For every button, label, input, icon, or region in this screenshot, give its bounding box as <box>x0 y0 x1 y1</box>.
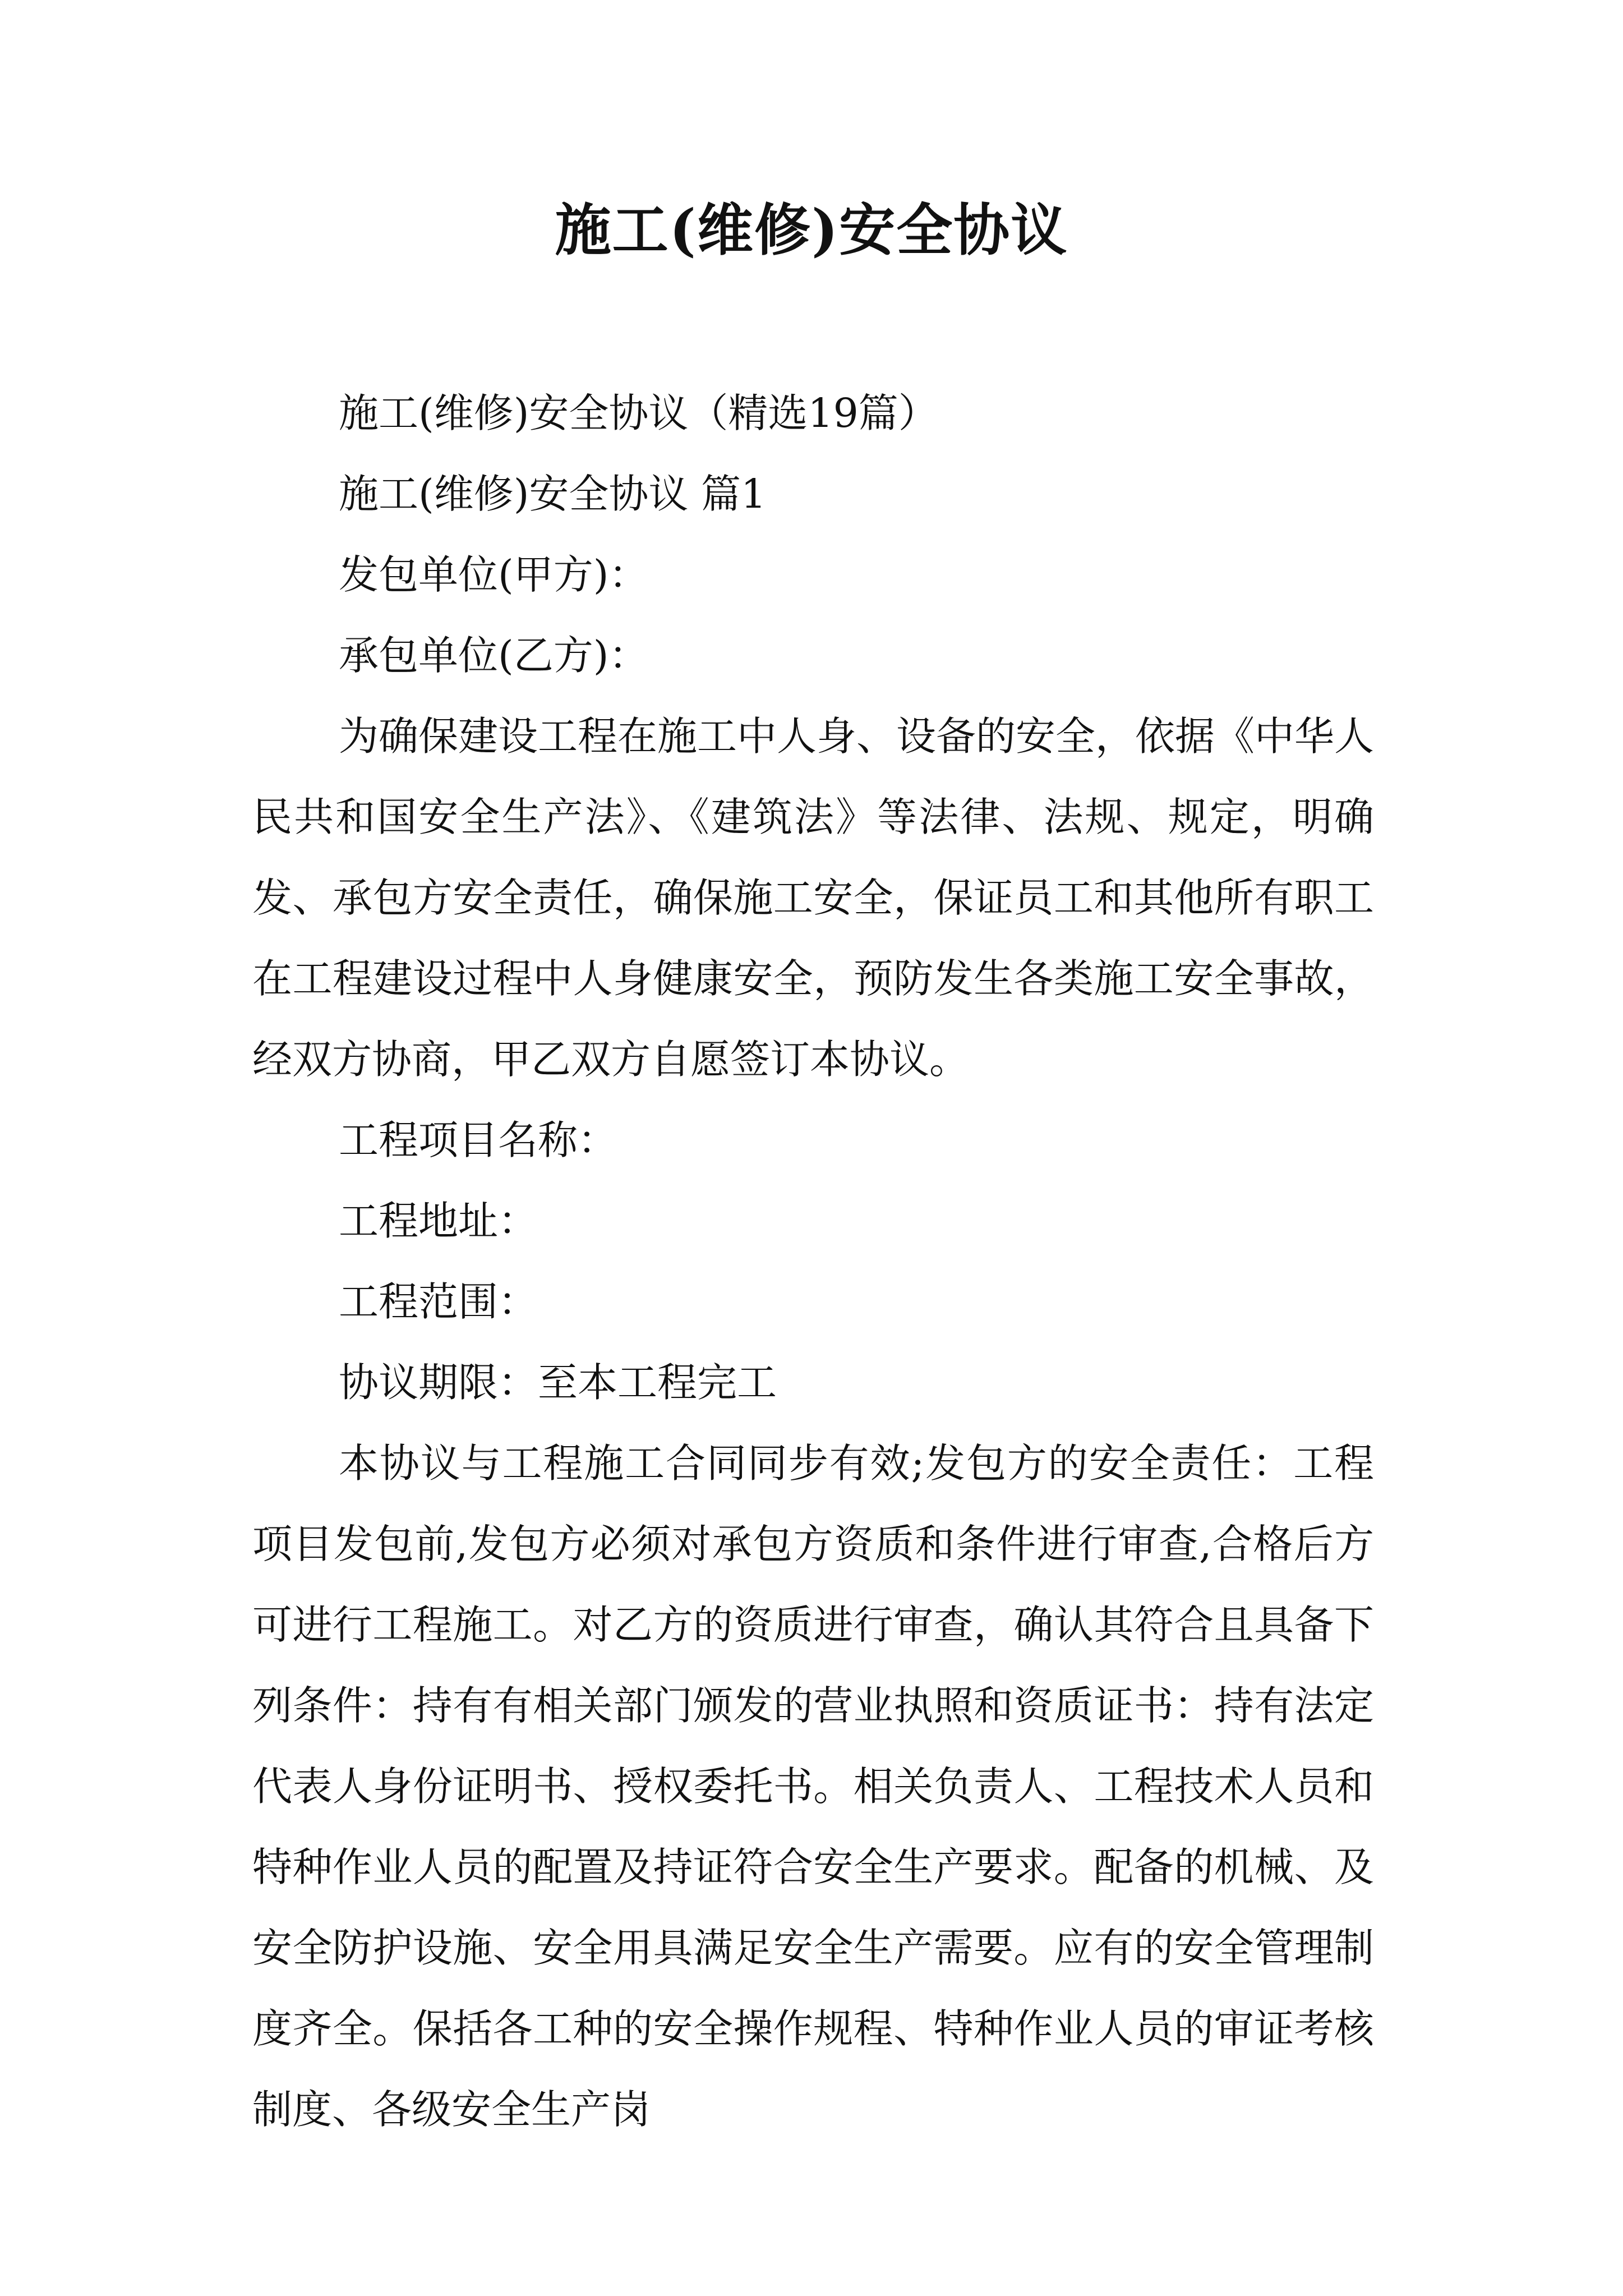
paragraph-purpose: 为确保建设工程在施工中人身、设备的安全，依据《中华人民共和国安全生产法》、《建筑法》等法律、法规、规定，明确发、承包方安全责任，确保施工安全，保证员工和其他所有职工在工程建设过程中人身健康安全，预防发生各类施工安全事故，经双方协商，甲乙双方自愿签订本协议。 <box>252 713 1375 1083</box>
paragraph-project-address: 工程地址： <box>339 1198 538 1244</box>
paragraph-party-b: 承包单位(乙方)： <box>339 632 649 679</box>
paragraph-employer-responsibility: 本协议与工程施工合同同步有效;发包方的安全责任：工程项目发包前,发包方必须对承包方资质和条件进行审查,合格后方可进行工程施工。对乙方的资质进行审查，确认其符合且具备下列条件：持有有相关部门颁发的营业执照和资质证书：持有法定代表人身份证明书、授权委托书。相关负责人、工程技术人员和特种作业人员的配置及持证符合安全生产要求。配备的机械、及安全防护设施、安全用具满足安全生产需要。应有的安全管理制度齐全。保括各工种的安全操作规程、特种作业人员的审证考核制度、各级安全生产岗 <box>252 1440 1374 2133</box>
paragraph-agreement-term: 协议期限：至本工程完工 <box>339 1359 777 1406</box>
document-title: 施工(维修)安全协议 <box>555 197 1068 263</box>
paragraph-project-scope: 工程范围： <box>339 1278 538 1325</box>
paragraph-section-heading: 施工(维修)安全协议 篇1 <box>339 471 767 517</box>
paragraph-project-name: 工程项目名称： <box>339 1117 618 1163</box>
paragraph-party-a: 发包单位(甲方)： <box>339 551 649 598</box>
paragraph-subtitle: 施工(维修)安全协议（精选19篇） <box>339 390 938 436</box>
document-body <box>252 373 1374 2150</box>
